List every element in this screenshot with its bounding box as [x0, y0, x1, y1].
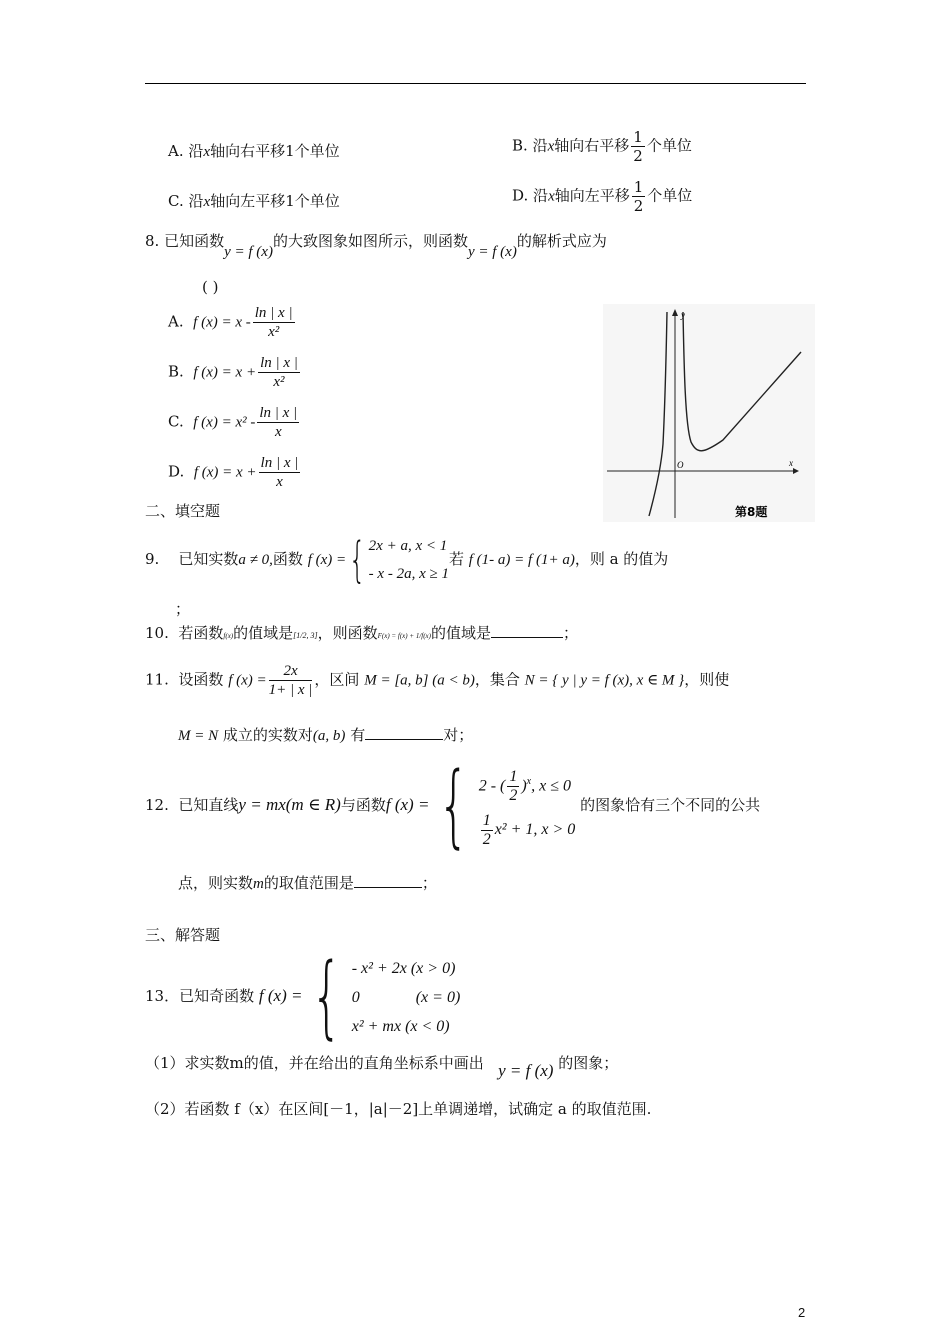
q11-line2: M = N 成立的实数对(a, b) 有 对；: [178, 726, 474, 744]
q13-part2: （2）若函数 f（x）在区间[－1，|a|－2]上单调递增，试确定 a 的取值范围.: [145, 1100, 652, 1118]
q13-stem: 13．已知奇函数 f (x) ={ - x² + 2x (x > 0) 0 (x = 0) x² + mx (x < 0): [145, 944, 461, 1049]
q7-option-c: C. 沿x轴向左平移1个单位: [168, 192, 340, 210]
section-2-heading: 二、填空题: [145, 502, 221, 520]
q8-stem: 8. 已知函数y = f (x)的大致图象如图所示，则函数y = f (x)的解析式应为: [145, 232, 607, 260]
q9-blank-end: ；: [175, 600, 191, 618]
q8-option-b: B. f (x) = x + $\frac{\ln | x |}{\text{x²}}$: [168, 355, 298, 390]
q12-answer-blank[interactable]: [354, 887, 422, 888]
q9: 9. 已知实数a ≠ 0,函数 f (x) ={ 2x + a, x < 1 - x - 2a, x ≥ 1 若 f (1- a) = f (1+ a)，则 a 的值为: [145, 532, 669, 588]
q11-answer-blank[interactable]: [365, 739, 443, 740]
q8-function-graph: [603, 304, 815, 522]
q8-option-c: C. f (x) = x² - $\frac{\ln | x |}{x}$: [168, 405, 298, 440]
q11-line1: 11. 设函数 f (x) = $\frac{2x}{1+ | x |}$ ，区间 M = [a, b] (a < b)，集合 N = { y | y = f (x), x ∈ M }，则使: [145, 663, 730, 698]
origin-label: O: [677, 460, 684, 470]
section-3-heading: 三、解答题: [145, 926, 221, 944]
q10-answer-blank[interactable]: [491, 637, 563, 638]
q8-answer-paren: ( ): [202, 278, 219, 296]
q12-line2: 点，则实数m的取值范围是 ；: [178, 874, 437, 892]
q7-option-a: A. 沿x轴向右平移1个单位: [168, 142, 340, 160]
q13-part1: （1）求实数m的值，并在给出的直角坐标系中画出 y = f (x) 的图象；: [145, 1054, 619, 1080]
page-number: 2: [798, 1305, 806, 1320]
q12-line1: 12. 已知直线y = mx(m ∈ R)与函数f (x) ={ 2 - ( $\frac{1}{2}$ )$^x$, x ≤ 0 $\frac{1}{2}$ x² + 1, x > 0 的图象恰有三个不同的公共: [145, 753, 761, 859]
y-axis-label: y: [681, 310, 685, 320]
graph-caption: 第8题: [735, 505, 768, 519]
q7-option-d: D. 沿x轴向左平移 $\frac{1}{2}$ 个单位: [512, 178, 693, 215]
graph-background: [603, 304, 815, 522]
x-axis-label: x: [789, 458, 793, 468]
q10: 10. 若函数f(x)的值域是[1/2, 3]，则函数F(x) = f(x) + 1/f(x)的值域是 ；: [145, 624, 579, 642]
q8-option-a: A. f (x) = x - $\frac{\ln | x |}{\text{x²}}$: [168, 305, 293, 340]
header-rule: [145, 83, 806, 84]
q8-option-d: D. f (x) = x + $\frac{\ln | x |}{x}$: [168, 455, 299, 490]
q7-option-b: B. 沿x轴向右平移 $\frac{1}{2}$ 个单位: [512, 128, 692, 165]
